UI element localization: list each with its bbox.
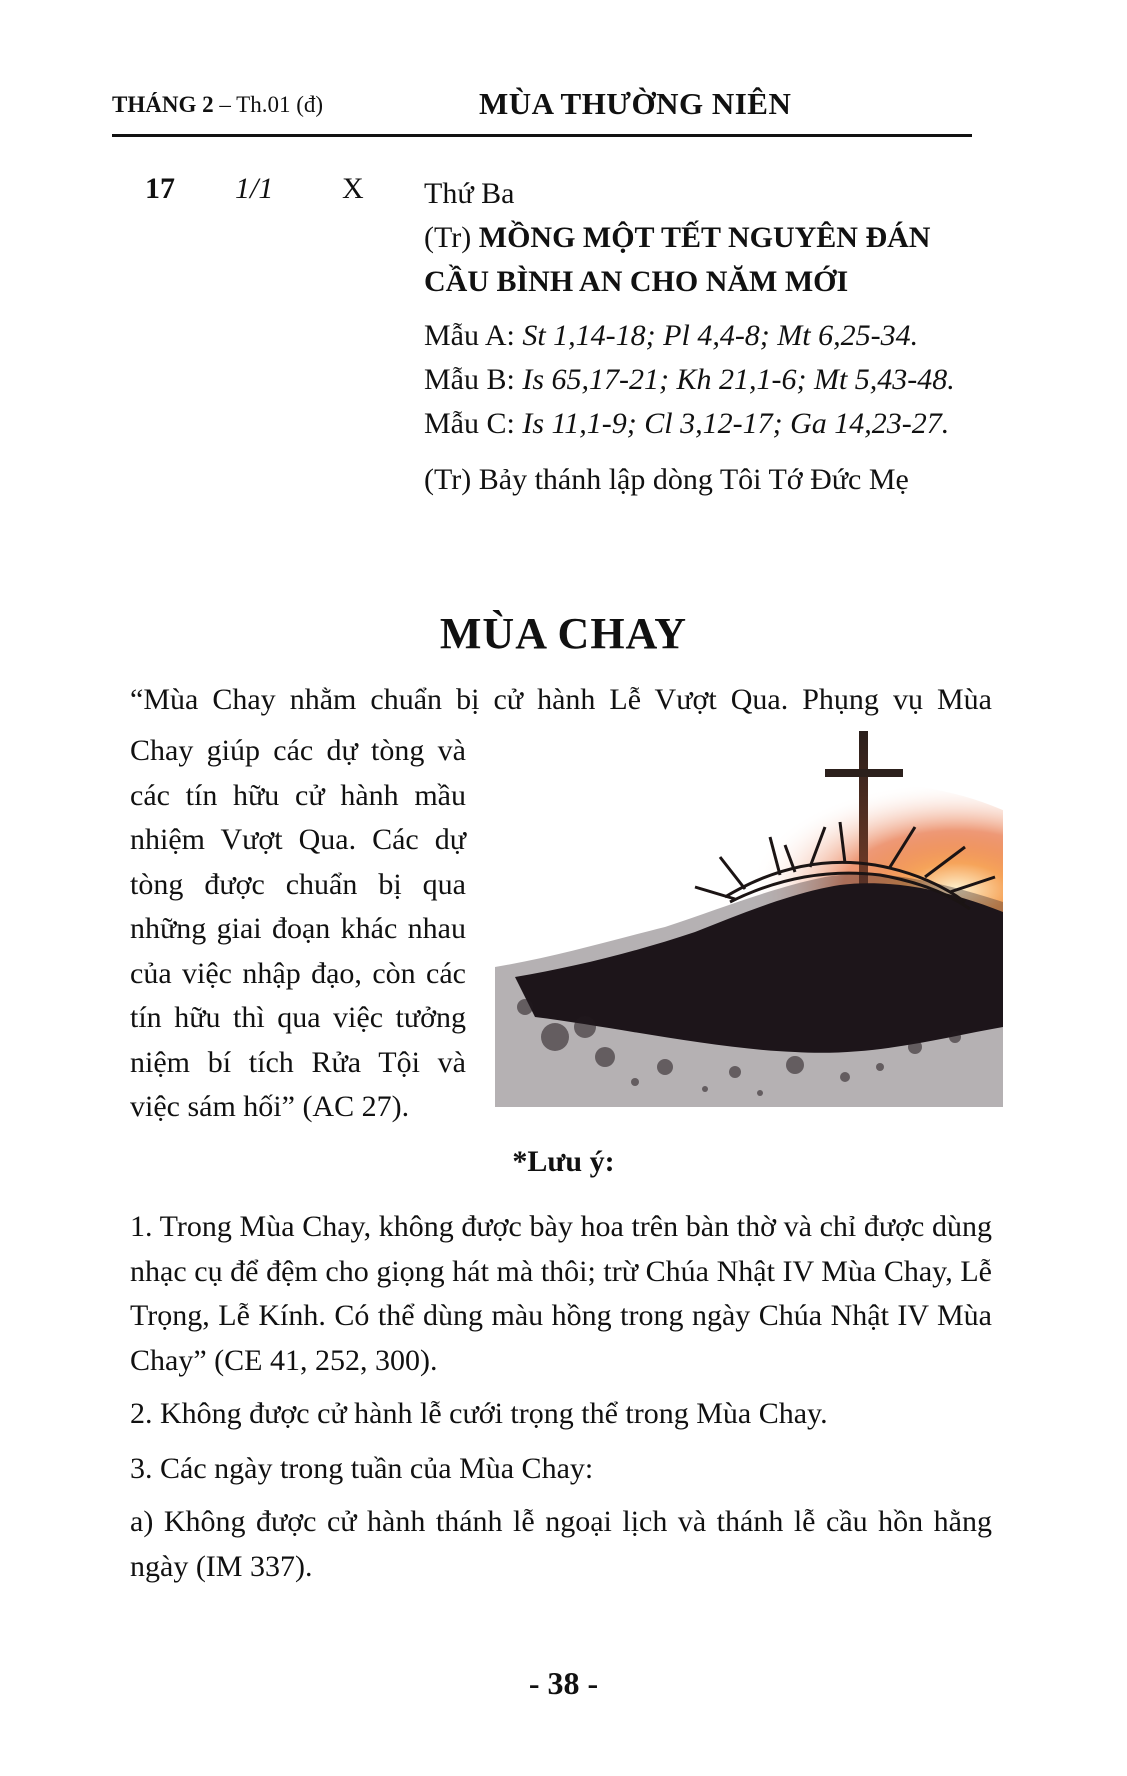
- quote-line: tòng được chuẩn bị qua: [130, 867, 466, 901]
- quote-line: những giai đoạn khác nhau: [130, 912, 466, 945]
- cross-illustration: [495, 727, 1003, 1107]
- reading-label: Mẫu C:: [424, 407, 523, 440]
- feast-line-1: MỒNG MỘT TẾT NGUYÊN ĐÁN: [478, 221, 931, 254]
- quote-line: tín hữu thì qua việc tưởng: [130, 1001, 466, 1034]
- header-running-head: [112, 92, 323, 118]
- readings-list: [424, 314, 994, 446]
- quote-line: của việc nhập đạo, còn các: [130, 956, 466, 990]
- quote-line: việc sám hối” (AC 27).: [130, 1090, 410, 1123]
- quote-line: các tín hữu cử hành mầu: [130, 778, 466, 812]
- quote-line: niệm bí tích Rửa Tội và: [130, 1045, 466, 1079]
- entry-weekday: Thứ Ba: [424, 177, 515, 210]
- header-subref: – Th.01 (đ): [213, 92, 324, 117]
- entry-feast: [424, 216, 994, 304]
- feast-line-2: CẦU BÌNH AN CHO NĂM MỚI: [424, 265, 849, 298]
- page-header: [112, 82, 972, 122]
- entry-memorial: (Tr) Bảy thánh lập dòng Tôi Tớ Đức Mẹ: [424, 463, 909, 496]
- reading-label: Mẫu B:: [424, 363, 523, 396]
- note-paragraph-3: 3. Các ngày trong tuần của Mùa Chay:: [130, 1452, 594, 1485]
- reading-option: [424, 402, 994, 446]
- header-title: MÙA THƯỜNG NIÊN: [479, 86, 792, 121]
- note-paragraph-1: 1. Trong Mùa Chay, không được bày hoa trên bàn thờ và chỉ được dùng nhạc cụ để đệm cho giọng hát mà thôi; trừ Chúa Nhật IV Mùa Chay, Lễ Trọng, Lễ Kính. Có thể dùng màu hồng trong ngày Chúa Nhật IV Mùa Chay” (CE 41, 252, 300).: [130, 1210, 992, 1377]
- page-number: - 38 -: [528, 1665, 599, 1701]
- reading-option: [424, 314, 994, 358]
- section-title: MÙA CHAY: [439, 609, 688, 658]
- entry-day: 17: [145, 172, 175, 205]
- quote-line: Chay giúp các dự tòng và: [130, 734, 466, 767]
- quote-column: [130, 729, 466, 1130]
- entry-rank: (Tr): [424, 221, 479, 254]
- quote-line: nhiệm Vượt Qua. Các dự: [130, 823, 466, 856]
- note-paragraph-2: 2. Không được cử hành lễ cưới trọng thể trong Mùa Chay.: [130, 1397, 828, 1430]
- reading-refs: Is 65,17-21; Kh 21,1-6; Mt 5,43-48.: [522, 363, 955, 396]
- note-paragraph-4: a) Không được cử hành thánh lễ ngoại lịch và thánh lễ cầu hồn hằng ngày (IM 337).: [130, 1505, 992, 1583]
- reading-option: [424, 358, 994, 402]
- cross-crown-of-thorns-image: [495, 727, 1003, 1107]
- note-title: *Lưu ý:: [512, 1145, 615, 1178]
- reading-refs: Is 11,1-9; Cl 3,12-17; Ga 14,23-27.: [522, 407, 950, 440]
- entry-lunar-date: 1/1: [235, 172, 274, 205]
- reading-refs: St 1,14-18; Pl 4,4-8; Mt 6,25-34.: [522, 319, 919, 352]
- entry-liturgical-color: X: [342, 172, 364, 205]
- header-month: THÁNG 2: [112, 92, 214, 117]
- entry-body: [424, 172, 994, 502]
- reading-label: Mẫu A:: [424, 319, 523, 352]
- quote-first-line: “Mùa Chay nhằm chuẩn bị cử hành Lễ Vượt Qua. Phụng vụ Mùa: [130, 683, 992, 716]
- header-rule: [112, 134, 972, 137]
